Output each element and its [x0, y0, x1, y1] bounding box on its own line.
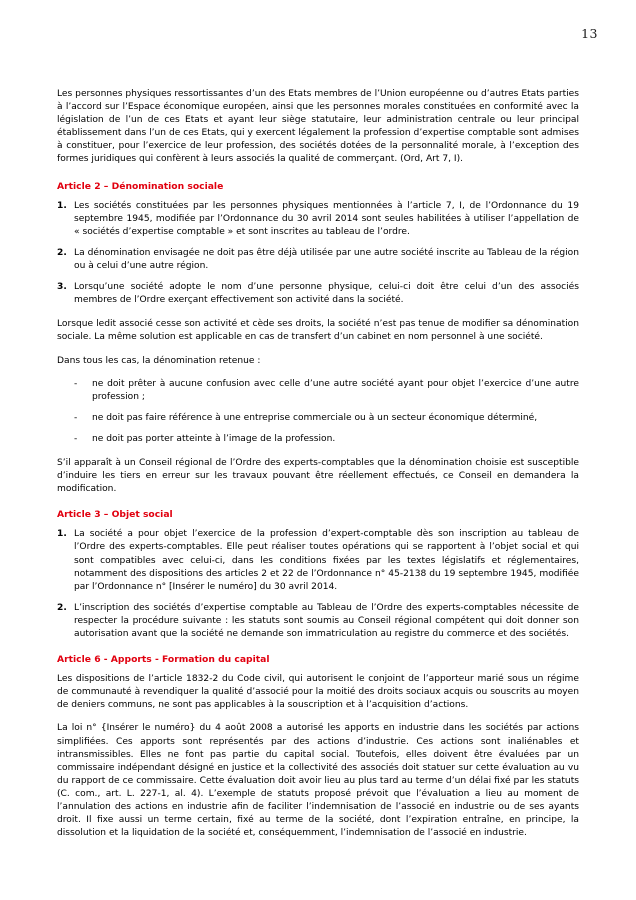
list-item-text: ne doit pas porter atteinte à l’image de la profession. [92, 433, 336, 444]
spacer [57, 307, 579, 318]
list-marker: 2. [57, 247, 67, 258]
intro-paragraph: Les personnes physiques ressortissantes d’un des Etats membres de l’Union européenne ou d’autres Etats parties à l’accord sur l’Espace économique européen, ainsi que les personnes morales constituées en conformité avec la législation de l’un de ces Etats et ayant leur siège statutaire, leur administration centrale ou leur principal établissement dans l’un de ces Etats, qui y exercent légalement la profession d’expertise comptable sont admises à constituer, pour l’exercice de leur profession, des sociétés dotées de la personnalité morale, à l’exception des formes juridiques qui confèrent à leurs associés la qualité de commerçant. (Ord, Art 7, I). [57, 89, 579, 165]
list-marker: 1. [57, 529, 67, 540]
article-2-dash-list [57, 378, 579, 446]
list-item [57, 281, 579, 307]
list-item-text: L’inscription des sociétés d’expertise comptable au Tableau de l’Ordre des experts-comptables nécessite de respecter la procédure suivante : les statuts sont soumis au Conseil régional compétent qui doit donner son autorisation avant que la société ne demande son immatriculation au registre du commerce et des sociétés. [74, 602, 579, 639]
list-item [74, 433, 579, 446]
list-item-text: Les sociétés constituées par les personnes physiques mentionnées à l’article 7, I, de l’Ordonnance du 19 septembre 1945, modifiée par l’Ordonnance du 30 avril 2014 sont seules habilitées à utiliser l’appellation de « sociétés d’expertise comptable » et sont inscrites au tableau de l’ordre. [74, 200, 579, 237]
list-item [74, 412, 579, 425]
article-6-paragraph-1: Les dispositions de l’article 1832-2 du Code civil, qui autorisent le conjoint de l’apporteur marié sous un régime de communauté à revendiquer la qualité d’associé pour la moitié des droits sociaux acquis ou souscrits au moyen de deniers communs, ne sont pas applicables à la souscription et à l’acquisition d’actions. [57, 674, 579, 711]
document-body [57, 88, 579, 840]
list-item [57, 528, 579, 593]
list-item [57, 200, 579, 239]
list-marker: 3. [57, 282, 67, 293]
article-6-paragraph-2: La loi n° {Insérer le numéro} du 4 août 2008 a autorisé les apports en industrie dans les sociétés par actions simplifiées. Ces apports sont représentés par des actions d’industrie. Ces actions sont inaliénables et intransmissibles. Elles ne font pas partie du capital social. Toutefois, elles doivent être évaluées par un commissaire indépendant désigné en justice et la collectivité des associés doit statuer sur cette évaluation au vu du rapport de ce commissaire. Cette évaluation doit avoir lieu au plus tard au terme d’un délai fixé par les statuts (C. com., art. L. 227-1, al. 4). L’exemple de statuts proposé prévoit que l’évaluation a lieu au moment de l’annulation des actions en industrie afin de faciliter l’indemnisation de l’associé en industrie ou de ses ayants droit. Il fixe aussi un terme certain, fixé au terme de la société, dont l’expiration entraîne, en principe, la dissolution et la liquidation de la société et, conséquemment, l’indemnisation de l’associé en industrie. [57, 723, 579, 839]
article-2-numbered-list [57, 200, 579, 308]
list-item-text: La dénomination envisagée ne doit pas être déjà utilisée par une autre société inscrite au Tableau de la région ou à celui d’une autre région. [74, 247, 579, 272]
list-item-text: Lorsqu’une société adopte le nom d’une personne physique, celui-ci doit être celui d’un des associés membres de l’Ordre exerçant effectivement son activité dans la société. [74, 282, 579, 306]
list-item [57, 602, 579, 641]
article-3-numbered-list [57, 528, 579, 641]
article-2-heading: Article 2 – Dénomination sociale [57, 180, 224, 192]
list-marker: - [74, 378, 78, 389]
page-number: 13 [581, 26, 598, 41]
article-2-closing-paragraph: S’il apparaît à un Conseil régional de l’Ordre des experts-comptables que la dénomination choisie est susceptible d’induire les tiers en erreur sur les travaux pouvant être réellement effectués, ce Conseil en demandera la modification. [57, 457, 579, 495]
article-6-heading: Article 6 - Apports - Formation du capital [57, 654, 270, 666]
list-item-text: ne doit pas faire référence à une entreprise commerciale ou à un secteur économique déterminé, [92, 412, 538, 423]
article-3-heading: Article 3 – Objet social [57, 509, 173, 521]
list-marker: 1. [57, 200, 67, 211]
article-2-lead-in: Dans tous les cas, la dénomination retenue : [57, 355, 261, 366]
list-marker: 2. [57, 602, 67, 613]
list-marker: - [74, 412, 78, 423]
list-item-text: ne doit prêter à aucune confusion avec celle d’une autre société ayant pour objet l’exercice d’une autre profession ; [92, 378, 579, 402]
list-item [74, 378, 579, 404]
list-item [57, 247, 579, 273]
article-2-paragraph-after-items: Lorsque ledit associé cesse son activité et cède ses droits, la société n’est pas tenue de modifier sa dénomination sociale. La même solution est applicable en cas de transfert d’un cabinet en nom personnel à une société. [57, 319, 579, 343]
spacer [57, 446, 579, 457]
list-item-text: La société a pour objet l’exercice de la profession d’expert-comptable dès son inscription au tableau de l’Ordre des experts-comptables. Elle peut réaliser toutes opérations qui se rapportent à l’objet social et qui sont compatibles avec celui-ci, dans les conditions fixées par les textes législatifs et réglementaires, notamment des dispositions des articles 2 et 22 de l’Ordonnance n° 45-2138 du 19 septembre 1945, modifiée par l’Ordonnance n° [Insérer le numéro] du 30 avril 2014. [74, 529, 579, 592]
list-marker: - [74, 433, 78, 444]
